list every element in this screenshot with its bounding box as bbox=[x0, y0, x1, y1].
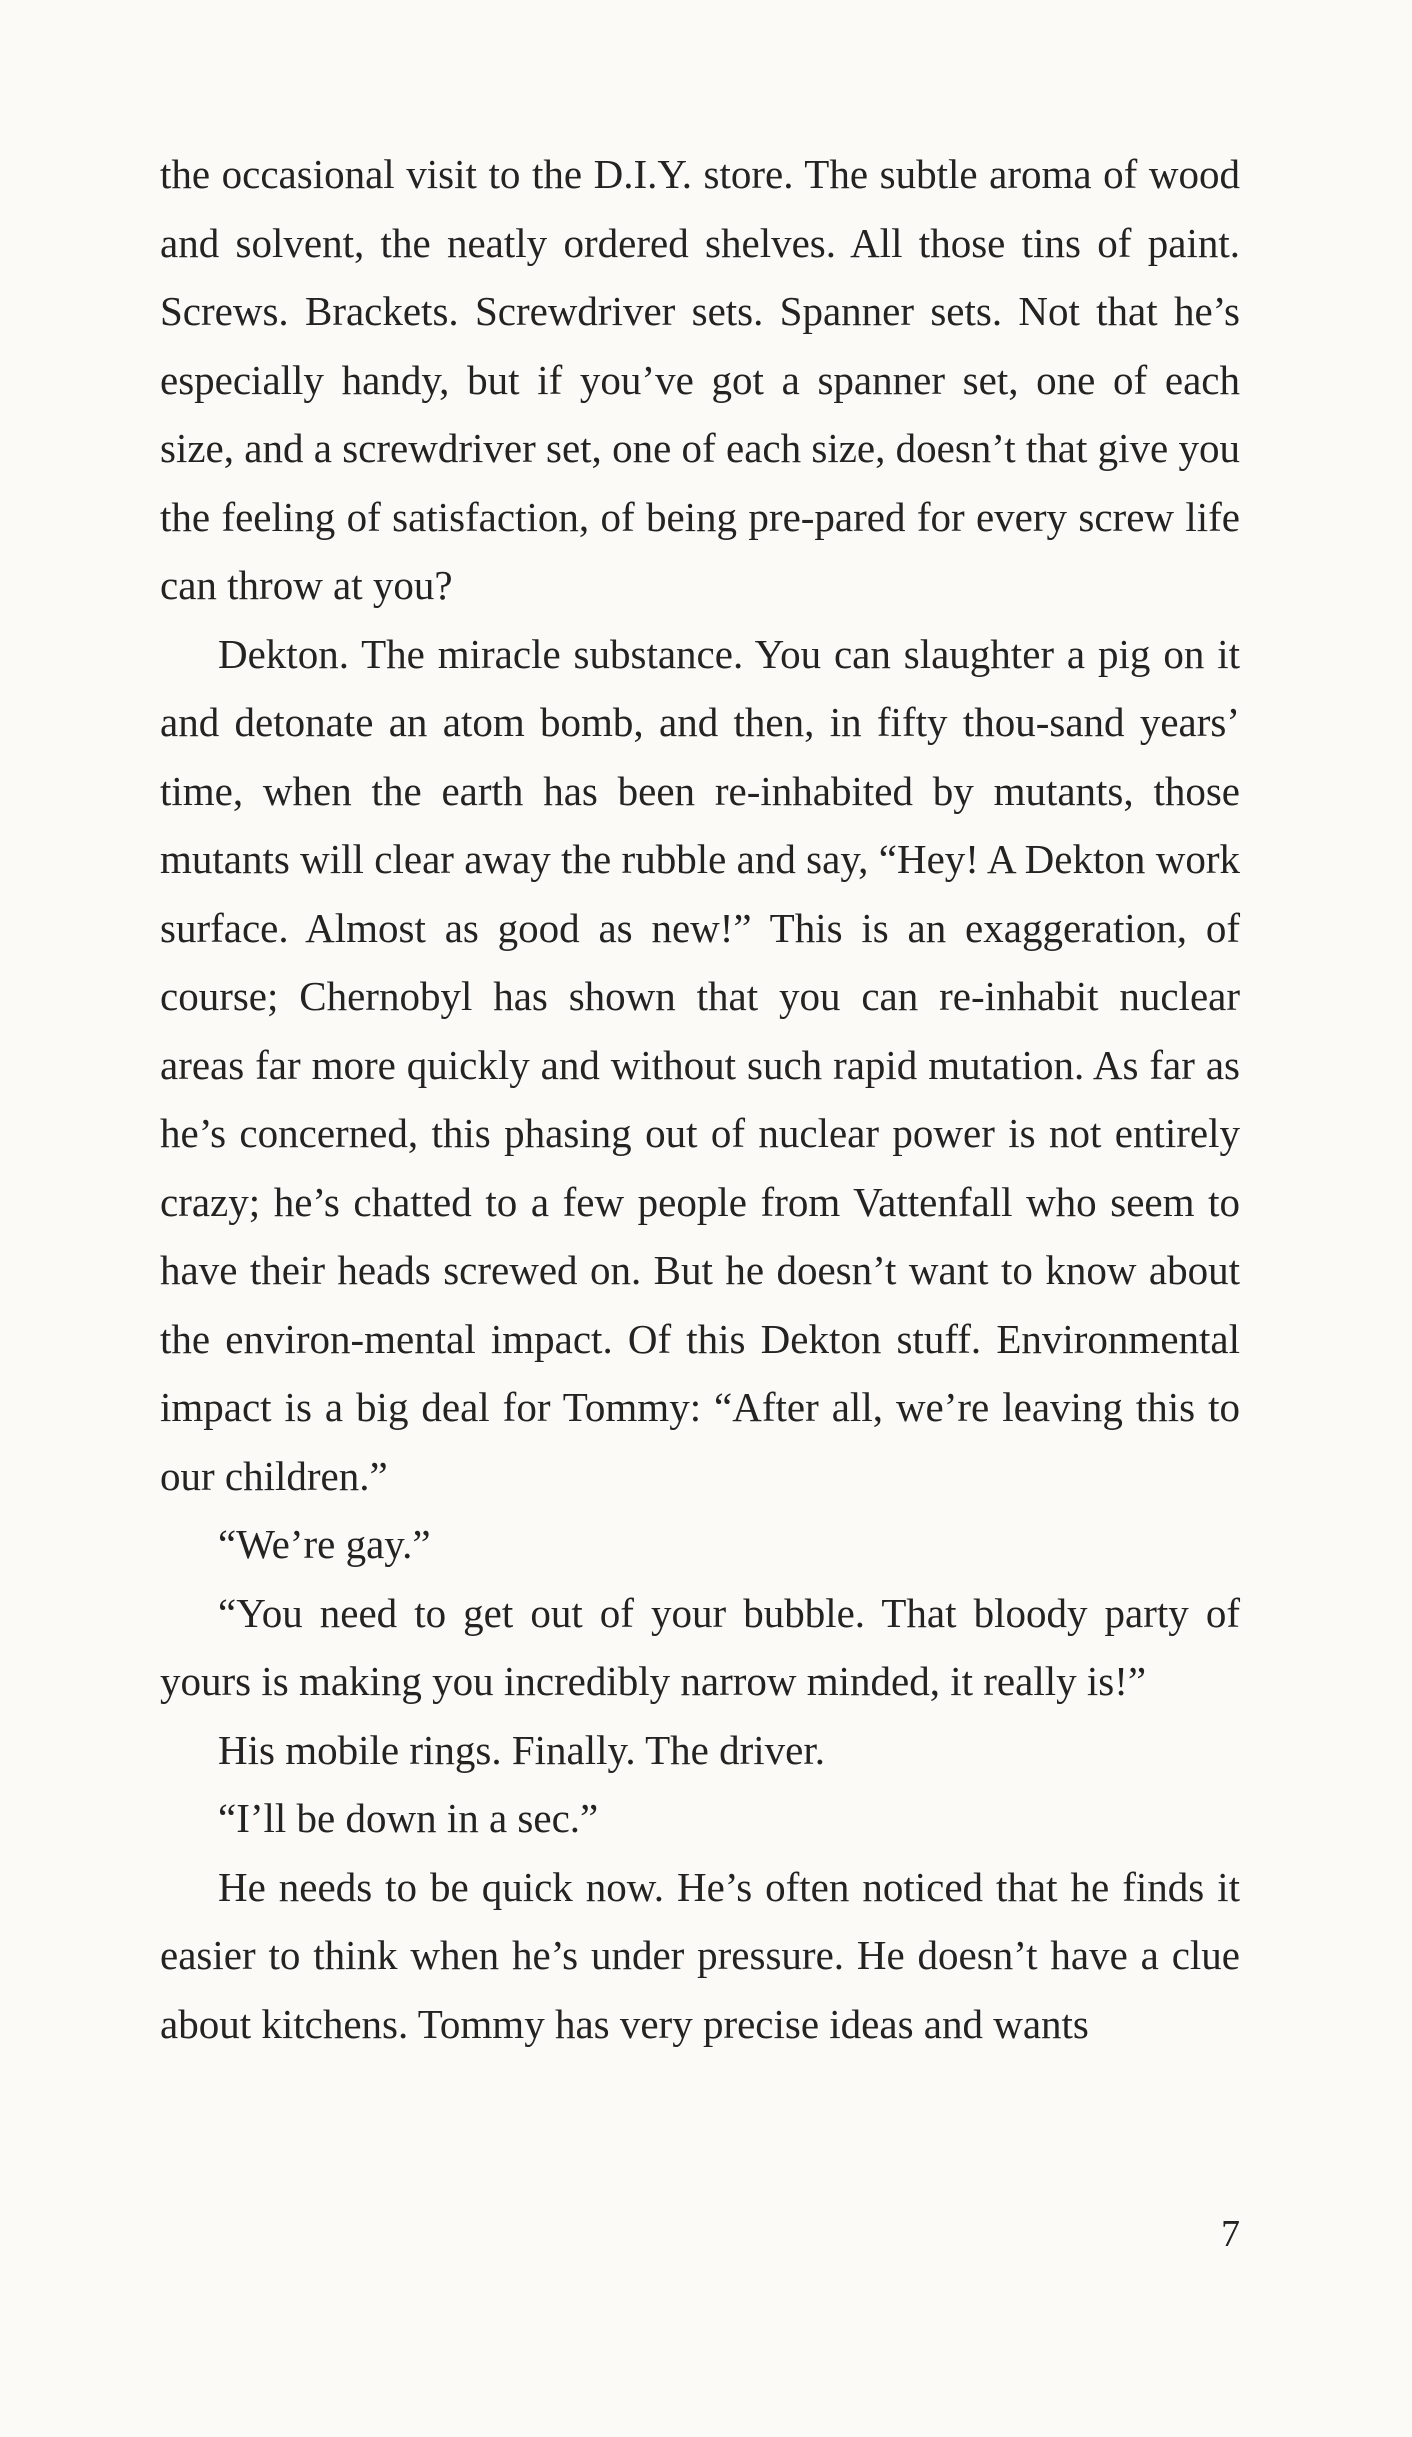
paragraph-bubble: “You need to get out of your bubble. That bloody party of yours is making you incredibly narrow minded, it really is!” bbox=[160, 1589, 1240, 1704]
page-number: 7 bbox=[1221, 2213, 1240, 2255]
paragraph-were-gay: “We’re gay.” bbox=[218, 1521, 431, 1567]
paragraph-continuation: the occasional visit to the D.I.Y. store. The subtle aroma of wood and solvent, the neatly ordered shelves. All those tins of paint. Screws. Brackets. Screwdriver sets. Spanner sets. Not that he’s especially handy, but if you’ve got a spanner set, one of each size, and a screwdriver set, one of each size, doesn’t that give you the feeling of satisfaction, of being pre-pared for every screw life can throw at you? bbox=[160, 151, 1240, 608]
paragraph-dekton: Dekton. The miracle substance. You can slaughter a pig on it and detonate an atom bomb, and then, in fifty thou-sand years’ time, when the earth has been re-inhabited by mutants, those mutants will clear away the rubble and say, “Hey! A Dekton work surface. Almost as good as new!” This is an exaggeration, of course; Chernobyl has shown that you can re-inhabit nuclear areas far more quickly and without such rapid mutation. As far as he’s concerned, this phasing out of nuclear power is not entirely crazy; he’s chatted to a few people from Vattenfall who seem to have their heads screwed on. But he doesn’t want to know about the environ-mental impact. Of this Dekton stuff. Environmental impact is a big deal for Tommy: “After all, we’re leaving this to our children.” bbox=[160, 630, 1240, 1499]
body-text bbox=[160, 140, 1240, 2058]
paragraph-mobile-rings: His mobile rings. Finally. The driver. bbox=[218, 1726, 825, 1773]
paragraph-needs-to-be-quick: He needs to be quick now. He’s often noticed that he finds it easier to think when he’s under pressure. He doesn’t have a clue about kitchens. Tommy has very precise ideas and wants bbox=[160, 1863, 1240, 2047]
paragraph-down-in-a-sec: “I’ll be down in a sec.” bbox=[218, 1795, 599, 1841]
